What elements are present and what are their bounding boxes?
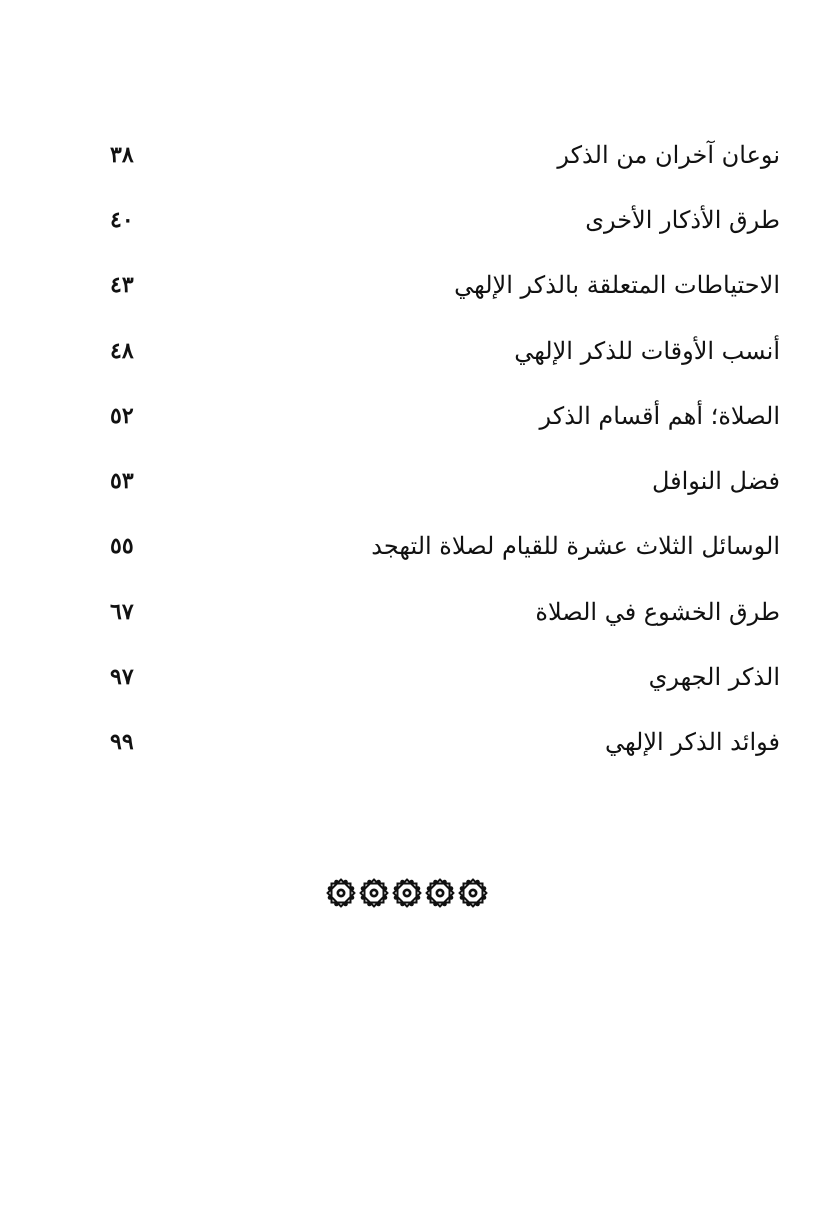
toc-entry-title: طرق الأذكار الأخرى: [585, 205, 780, 234]
toc-entry: [110, 514, 780, 579]
toc-page-number: ٥٢: [110, 402, 134, 429]
toc-page-number: ٤٣: [110, 272, 134, 299]
octagram-star-ornament-icon: [425, 878, 455, 908]
toc-entry: [110, 579, 780, 644]
toc-entry: [110, 318, 780, 383]
toc-entry-title: فوائد الذكر الإلهي: [604, 728, 780, 757]
octagram-star-ornament-icon: [392, 878, 422, 908]
toc-page-number: ٤٨: [110, 337, 134, 364]
toc-entry-title: الذكر الجهري: [648, 663, 780, 692]
toc-page-number: ٦٧: [110, 598, 134, 625]
toc-entry-title: الاحتياطات المتعلقة بالذكر الإلهي: [454, 271, 780, 300]
toc-page-number: ٥٣: [110, 468, 134, 495]
toc-entry: [110, 710, 780, 775]
toc-entry: [110, 253, 780, 318]
toc-entry-title: الصلاة؛ أهم أقسام الذكر: [539, 401, 780, 430]
toc-entry: [110, 383, 780, 448]
toc-page-number: ٩٩: [110, 729, 134, 756]
toc-entry: [110, 644, 780, 709]
octagram-star-ornament-icon: [458, 878, 488, 908]
toc-entry-title: طرق الخشوع في الصلاة: [535, 597, 780, 626]
toc-entry: [110, 122, 780, 187]
toc-page-number: ٤٠: [110, 206, 134, 233]
ornament-divider: [0, 878, 814, 908]
toc-entry-title: الوسائل الثلاث عشرة للقيام لصلاة التهجد: [371, 532, 780, 561]
toc-entry: [110, 187, 780, 252]
toc-page-number: ٥٥: [110, 533, 134, 560]
toc-page-number: ٣٨: [110, 141, 134, 168]
octagram-star-ornament-icon: [359, 878, 389, 908]
toc-entry-title: فضل النوافل: [651, 467, 780, 496]
octagram-star-ornament-icon: [326, 878, 356, 908]
table-of-contents: [110, 122, 780, 775]
toc-entry-title: نوعان آخران من الذكر: [557, 140, 780, 169]
toc-entry: [110, 448, 780, 513]
toc-entry-title: أنسب الأوقات للذكر الإلهي: [514, 336, 780, 365]
toc-page-number: ٩٧: [110, 664, 134, 691]
